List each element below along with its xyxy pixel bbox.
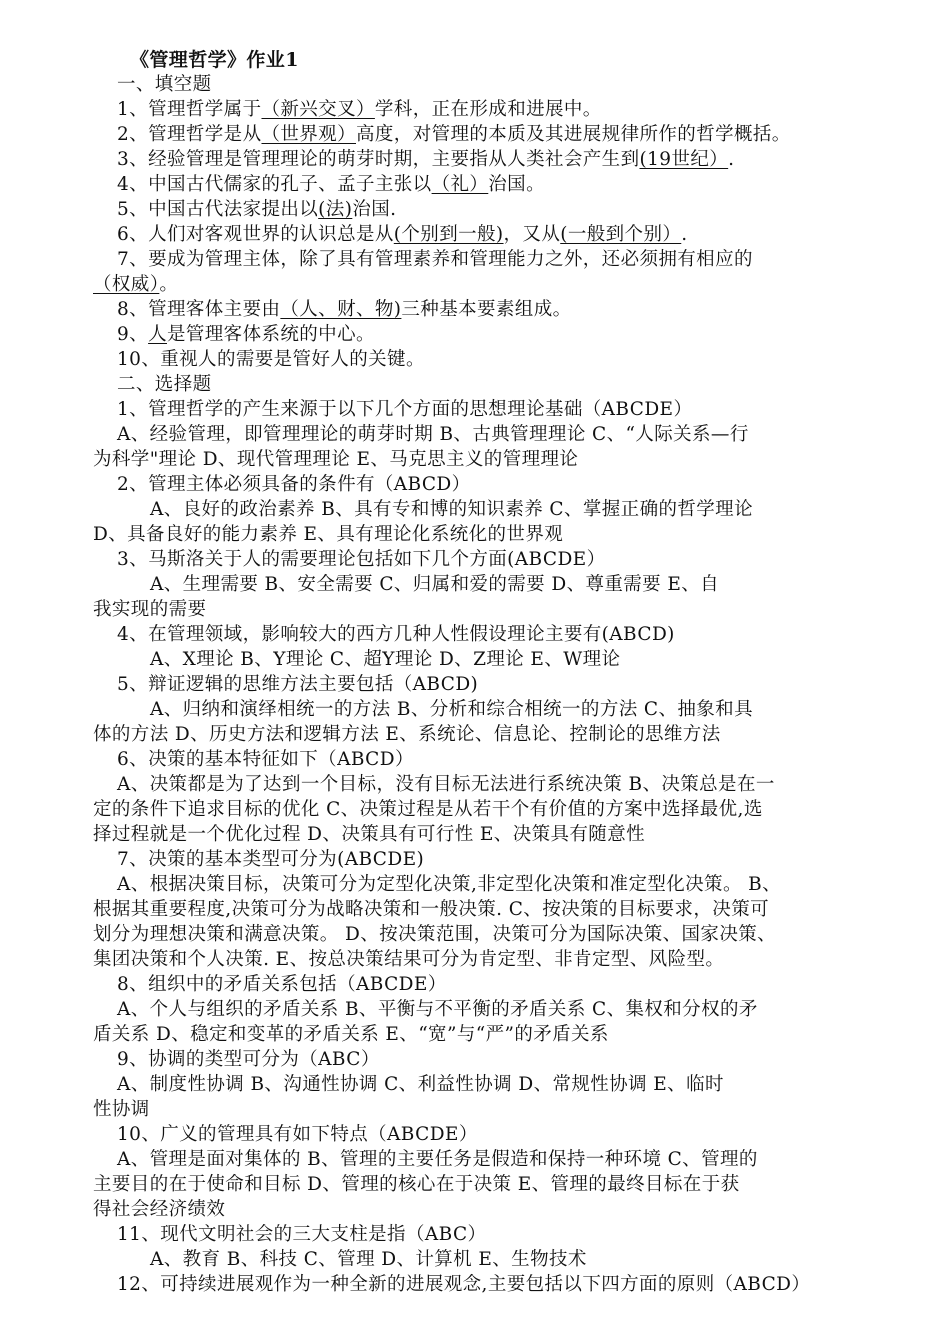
choice-line: A、归纳和演绎相统一的方法 B、分析和综合相统一的方法 C、抽象和具: [150, 699, 753, 720]
choice-line: 盾关系 D、稳定和变革的矛盾关系 E、“宽”与“严”的矛盾关系: [93, 1024, 609, 1045]
choice-line: A、决策都是为了达到一个目标，没有目标无法进行系统决策 B、决策总是在一: [117, 774, 775, 795]
fill-question-6: 6、人们对客观世界的认识总是从(个别到一般)，又从(一般到个别）.: [117, 224, 688, 245]
choice-line: 5、辩证逻辑的思维方法主要包括（ABCD): [117, 674, 479, 695]
choice-line: 主要目的在于使命和目标 D、管理的核心在于决策 E、管理的最终目标在于获: [93, 1174, 740, 1195]
choice-line: 划分为理想决策和满意决策。 D、按决策范围，决策可分为国际决策、国家决策、: [93, 924, 777, 945]
choice-line: 定的条件下追求目标的优化 C、决策过程是从若干个有价值的方案中选择最优,选: [93, 799, 763, 820]
answer: (一般到个别）: [560, 224, 682, 245]
fill-question-10: 10、重视人的需要是管好人的关键。: [117, 349, 425, 370]
choice-line: 10、广义的管理具有如下特点（ABCDE）: [117, 1124, 478, 1145]
answer: 人: [148, 324, 167, 345]
document-title: 《管理哲学》作业1: [130, 49, 299, 71]
choice-line: 择过程就是一个优化过程 D、决策具有可行性 E、决策具有随意性: [93, 824, 646, 845]
section-heading-fill: 一、填空题: [117, 74, 212, 95]
answer: (19世纪）: [639, 149, 729, 170]
choice-line: 我实现的需要: [93, 599, 207, 620]
choice-line: 根据其重要程度,决策可分为战略决策和一般决策. C、按决策的目标要求，决策可: [93, 899, 769, 920]
fill-question-1: 1、管理哲学属于（新兴交叉）学科，正在形成和进展中。: [117, 99, 602, 120]
choice-line: A、经验管理，即管理理论的萌芽时期 B、古典管理理论 C、“人际关系—行: [117, 424, 749, 445]
choice-line: A、良好的政治素养 B、具有专和博的知识素养 C、掌握正确的哲学理论: [150, 499, 753, 520]
choice-line: 为科学"理论 D、现代管理理论 E、马克思主义的管理理论: [93, 449, 579, 470]
choice-line: 7、决策的基本类型可分为(ABCDE): [117, 849, 425, 870]
fill-question-2: 2、管理哲学是从（世界观）高度，对管理的本质及其进展规律所作的哲学概括。: [117, 124, 791, 145]
choice-line: A、管理是面对集体的 B、管理的主要任务是假造和保持一种环境 C、管理的: [117, 1149, 758, 1170]
fill-question-5: 5、中国古代法家提出以(法)治国.: [117, 199, 397, 220]
fill-question-9: 9、人是管理客体系统的中心。: [117, 324, 375, 345]
choice-line: A、根据决策目标，决策可分为定型化决策,非定型化决策和准定型化决策。 B、: [117, 874, 782, 895]
choice-line: A、制度性协调 B、沟通性协调 C、利益性协调 D、常规性协调 E、临时: [117, 1074, 724, 1095]
fill-question-7-cont: （权威）。: [93, 274, 179, 295]
choice-line: 9、协调的类型可分为（ABC）: [117, 1049, 380, 1070]
fill-question-4: 4、中国古代儒家的孔子、孟子主张以（礼）治国。: [117, 174, 545, 195]
fill-question-8: 8、管理客体主要由（人、财、物)三种基本要素组成。: [117, 299, 572, 320]
answer: （权威）: [93, 274, 160, 295]
choice-line: 4、在管理领域，影响较大的西方几种人性假设理论主要有(ABCD): [117, 624, 675, 645]
choice-line: A、个人与组织的矛盾关系 B、平衡与不平衡的矛盾关系 C、集权和分权的矛: [117, 999, 758, 1020]
choice-line: 体的方法 D、历史方法和逻辑方法 E、系统论、信息论、控制论的思维方法: [93, 724, 721, 745]
choice-line: A、教育 B、科技 C、管理 D、计算机 E、生物技术: [150, 1249, 587, 1270]
answer: (个别到一般): [393, 224, 504, 245]
choice-line: D、具备良好的能力素养 E、具有理论化系统化的世界观: [93, 524, 564, 545]
choice-line: 3、马斯洛关于人的需要理论包括如下几个方面(ABCDE）: [117, 549, 606, 570]
choice-line: 8、组织中的矛盾关系包括（ABCDE）: [117, 974, 447, 995]
choice-line: A、生理需要 B、安全需要 C、归属和爱的需要 D、尊重需要 E、自: [150, 574, 720, 595]
answer: （人、财、物): [280, 299, 402, 320]
choice-line: 6、决策的基本特征如下（ABCD）: [117, 749, 414, 770]
answer: （世界观）: [261, 124, 356, 145]
choice-line: 性协调: [93, 1099, 150, 1120]
answer: （新兴交叉）: [261, 99, 375, 120]
choice-line: 12、可持续进展观作为一种全新的进展观念,主要包括以下四方面的原则（ABCD）: [117, 1274, 811, 1295]
answer: (法): [318, 199, 353, 220]
choice-line: 11、现代文明社会的三大支柱是指（ABC）: [117, 1224, 487, 1245]
choice-line: 得社会经济绩效: [93, 1199, 226, 1220]
fill-question-7: 7、要成为管理主体，除了具有管理素养和管理能力之外，还必须拥有相应的: [117, 249, 753, 270]
answer: （礼）: [431, 174, 489, 195]
choice-line: 2、管理主体必须具备的条件有（ABCD）: [117, 474, 471, 495]
choice-line: 集团决策和个人决策. E、按总决策结果可分为肯定型、非肯定型、风险型。: [93, 949, 725, 970]
fill-question-3: 3、经验管理是管理理论的萌芽时期，主要指从人类社会产生到(19世纪）.: [117, 149, 735, 170]
choice-line: 1、管理哲学的产生来源于以下几个方面的思想理论基础（ABCDE）: [117, 399, 693, 420]
section-heading-choice: 二、选择题: [117, 374, 212, 395]
choice-line: A、X理论 B、Y理论 C、超Y理论 D、Z理论 E、W理论: [150, 649, 621, 670]
